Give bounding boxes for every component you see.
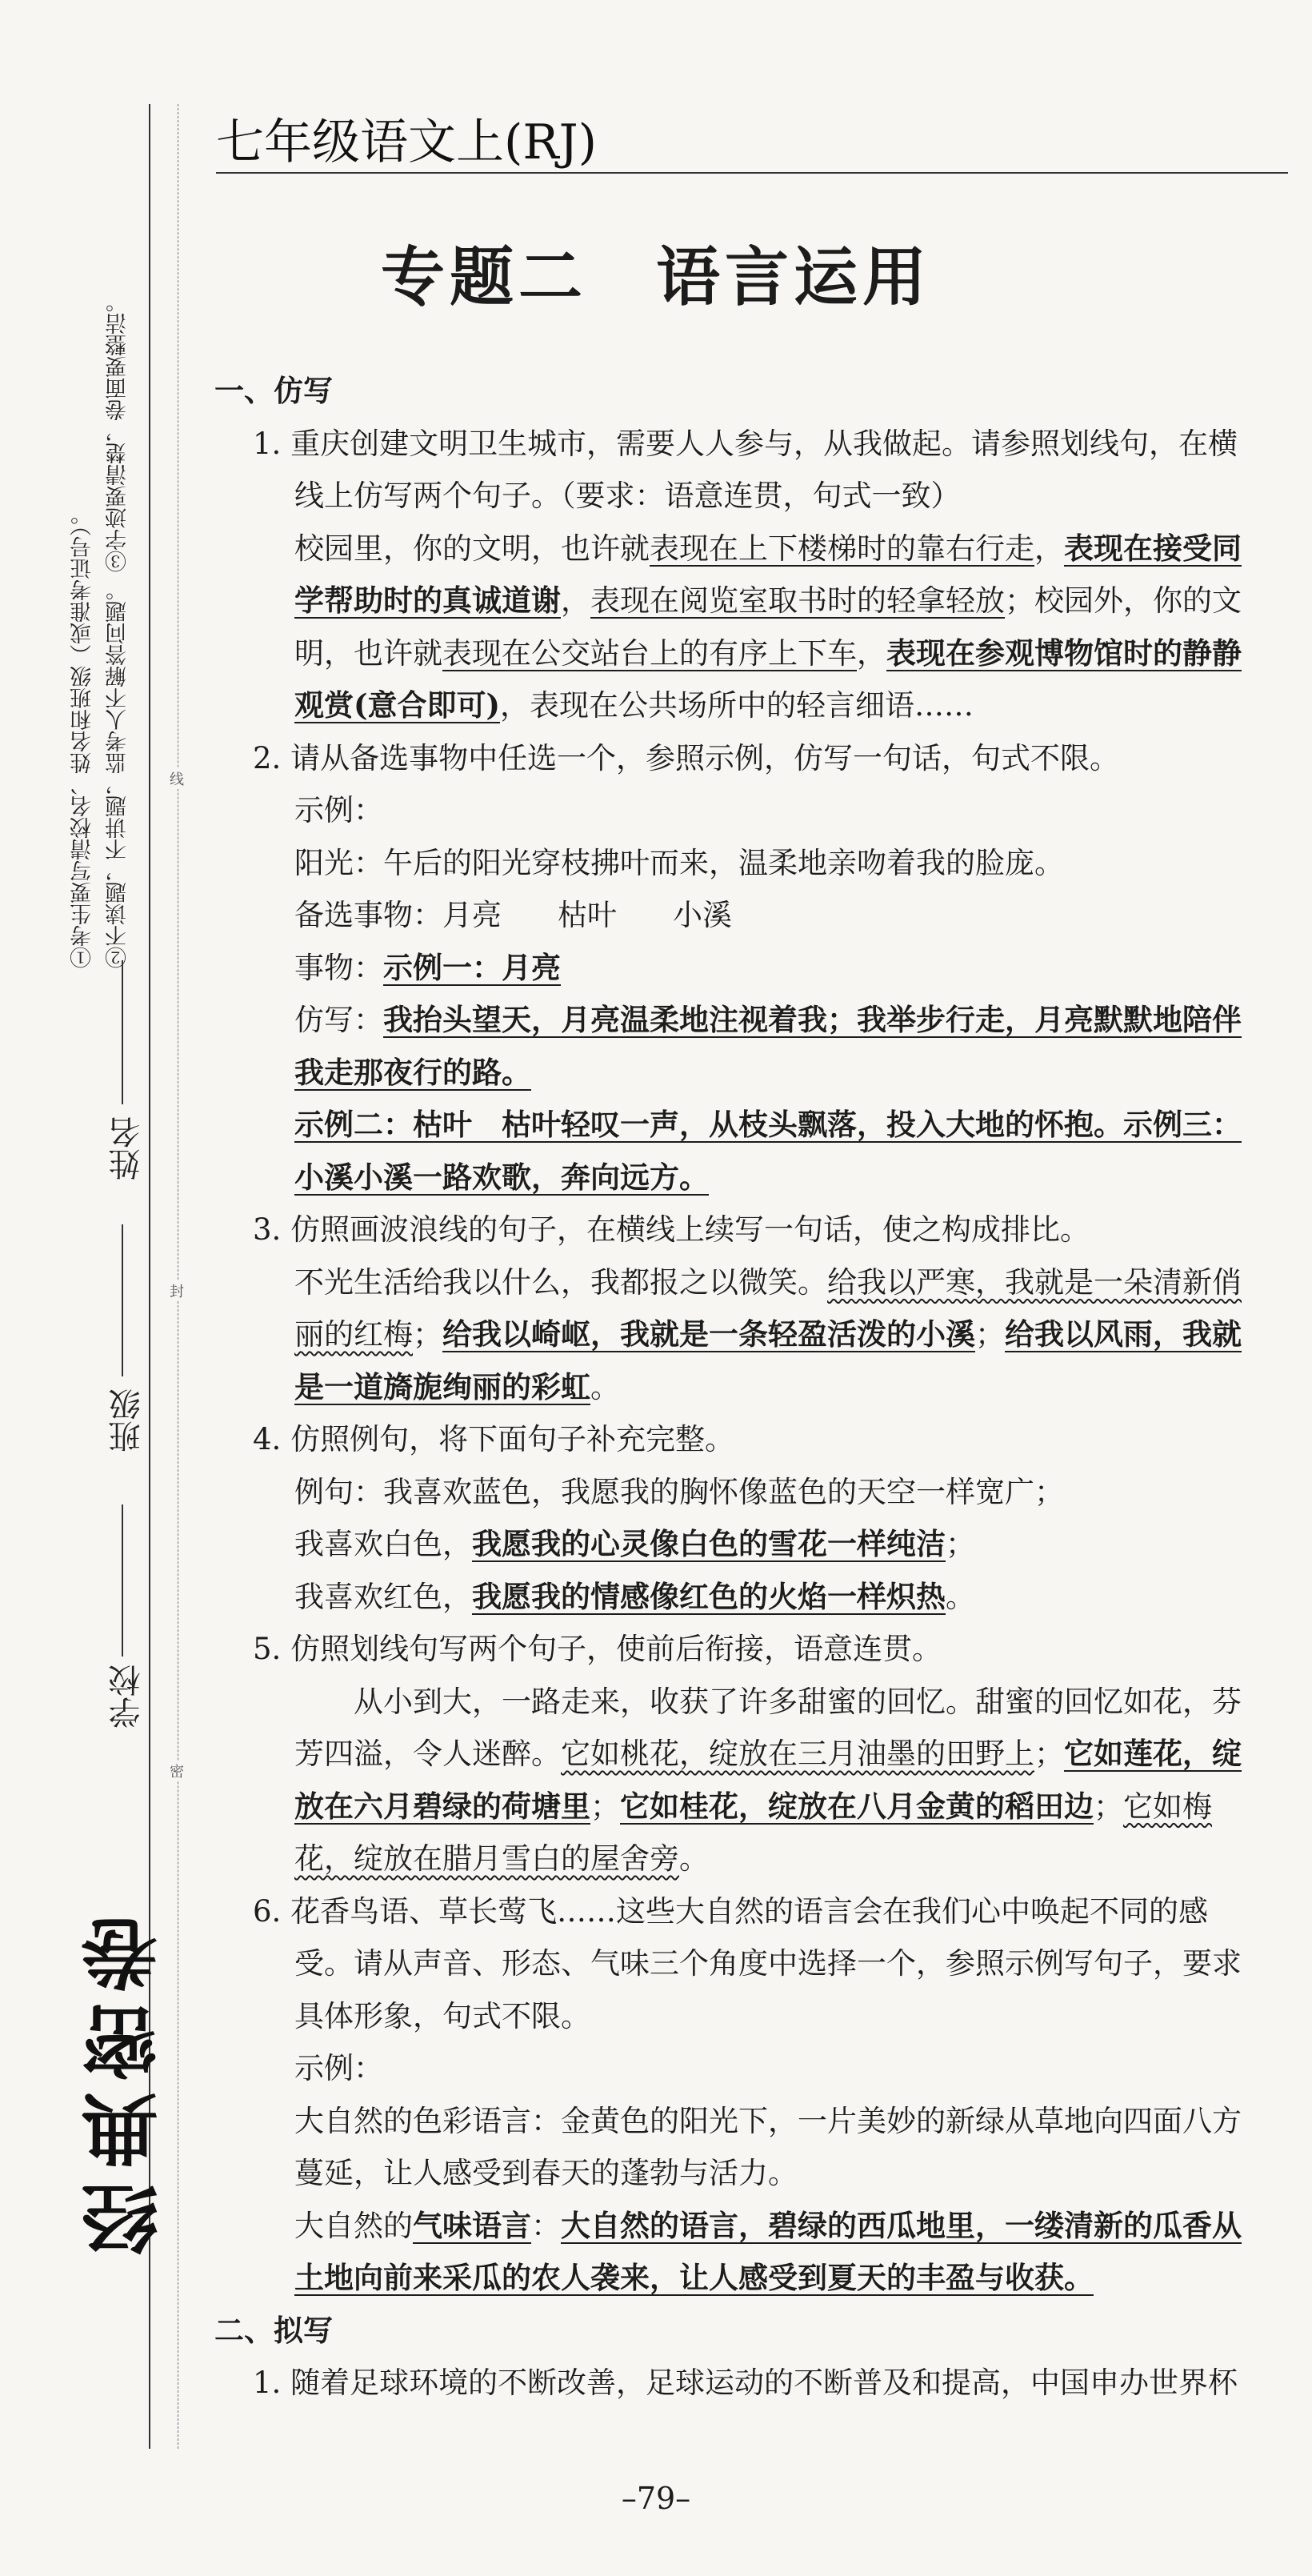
section-title-imitate: 一、仿写 <box>214 373 333 408</box>
q1-answer-2: 表现在参观博物馆时的静静观赏(意合即可) <box>294 635 1242 723</box>
q2-more-answers <box>214 1099 1262 1204</box>
q6-colon: ： <box>531 2208 561 2243</box>
q5-answer-2: 它如桂花，绽放在八月金黄的稻田边 <box>620 1788 1094 1824</box>
q3-text: 不光生活给我以什么，我都报之以微笑。 <box>294 1264 827 1300</box>
q1-stem-b: 线上仿写两个句子。（要求：语意连贯，句式一致） <box>294 479 961 513</box>
q2-example: 阳光：午后的阳光穿枝拂叶而来，温柔地亲吻着我的脸庞。 <box>294 845 1064 880</box>
question-4: 4. 仿照例句，将下面句子补充完整。 <box>253 1422 735 1456</box>
cut-mark-close: 密 <box>170 1761 184 1781</box>
q1-text: 校园里，你的文明，也许就 <box>294 531 650 566</box>
content <box>214 365 1262 2410</box>
q5-passage <box>214 1676 1262 1885</box>
q1-text: ， <box>1034 531 1064 566</box>
q4-line-1 <box>214 1518 1262 1571</box>
question-1 <box>214 418 1262 523</box>
q3-passage <box>214 1256 1262 1414</box>
q5-text: ； <box>590 1789 620 1824</box>
question-3: 3. 仿照画波浪线的句子，在横线上续写一句话，使之构成排比。 <box>253 1212 1090 1247</box>
q6-sentence-answer: 大自然的语言，碧绿的西瓜地里，一缕清新的瓜香从土地向前来采瓜的农人袭来，让人感受到夏天的丰盈与收获。 <box>294 2207 1242 2295</box>
q5-text: 。 <box>679 1841 709 1876</box>
q3-answer-1: 给我以崎岖，我就是一条轻盈活泼的小溪 <box>442 1316 975 1352</box>
q2-imitate-answer: 我抬头望天，月亮温柔地注视着我；我举步行走，月亮默默地陪伴我走那夜行的路。 <box>294 1002 1242 1090</box>
q6-answer <box>214 2200 1262 2305</box>
field-label-class: 班级 <box>109 1388 146 1452</box>
notice-line-2: ②不读题，不讲题，监考人不解答问题。 <box>106 579 130 968</box>
q4-example: 例句：我喜欢蓝色，我愿我的胸怀像蓝色的天空一样宽广； <box>294 1474 1064 1509</box>
header-rule <box>216 172 1288 174</box>
cut-mark-seal: 封 <box>170 1280 184 1301</box>
q2-option-3: 小溪 <box>673 898 732 932</box>
q6-prefix: 大自然的 <box>294 2208 413 2243</box>
q1-underlined-model: 表现在上下楼梯时的靠右行走 <box>650 531 1034 566</box>
q4-answer-2: 我愿我的情感像红色的火焰一样炽热 <box>472 1578 946 1614</box>
topic-title: 专题二 语言运用 <box>381 239 931 314</box>
q2-answer-examples: 示例二：枯叶 枯叶轻叹一声，从枝头飘落，投入大地的怀抱。示例三：小溪小溪一路欢歌，奔向远方。 <box>294 1107 1242 1195</box>
q1-underlined-model: 表现在公交站台上的有序上下车 <box>442 635 857 671</box>
section-title-draft: 二、拟写 <box>214 2312 333 2348</box>
q4-prompt-2: 我喜欢红色， <box>294 1579 472 1614</box>
q6-example: 大自然的色彩语言：金黄色的阳光下，一片美妙的新绿从草地向四面八方蔓延，让人感受到春天的蓬勃与活力。 <box>294 2103 1242 2190</box>
q2-example-label: 示例： <box>294 793 383 827</box>
q3-text: ； <box>975 1317 1005 1352</box>
q3-text: 。 <box>590 1369 620 1404</box>
q1-text: ， <box>857 635 886 671</box>
q4-prompt-1: 我喜欢白色， <box>294 1527 472 1561</box>
question-6: 6. 花香鸟语、草长莺飞……这些大自然的语言会在我们心中唤起不同的感受。请从声音、形态、气味三个角度中选择一个，参照示例写句子，要求具体形象，句式不限。 <box>253 1893 1242 2033</box>
q2-imitate-label: 仿写： <box>294 1003 383 1037</box>
q1-text: ， <box>561 583 590 618</box>
q5-text: ； <box>1034 1737 1064 1771</box>
q3-answer-2: 给我以风雨，我就是一道旖旎绚丽的彩虹 <box>294 1316 1242 1404</box>
question-2: 2. 请从备选事物中任选一个，参照示例，仿写一句话，句式不限。 <box>253 740 1120 775</box>
q3-wavy-model: 给我以严寒，我就是一朵清新俏丽的红梅 <box>294 1264 1242 1352</box>
q1-stem-a: 1. 重庆创建文明卫生城市，需要人人参与，从我做起。请参照划线句，在横 <box>253 426 1238 461</box>
book-title: 七年级语文上(RJ) <box>216 114 598 170</box>
question-5: 5. 仿照划线句写两个句子，使前后衔接，语意连贯。 <box>253 1632 942 1666</box>
q2-thing-label: 事物： <box>294 950 383 985</box>
q4-line-2 <box>214 1571 1262 1624</box>
q1-text: ，表现在公共场所中的轻言细语…… <box>500 688 974 723</box>
q2-thing <box>214 942 1262 995</box>
q6-angle-answer: 气味语言 <box>413 2207 531 2243</box>
q5-text: ； <box>1094 1789 1123 1824</box>
school-blank[interactable] <box>122 1504 123 1657</box>
q1-passage <box>214 523 1262 732</box>
name-blank[interactable] <box>122 960 123 1104</box>
q2-option-2: 枯叶 <box>558 898 617 932</box>
field-label-school: 学校 <box>109 1665 146 1729</box>
q5-answer-1: 它如莲花，绽放在六月碧绿的荷塘里 <box>294 1736 1242 1824</box>
page-number: –79– <box>621 2481 691 2516</box>
q2-thing-answer: 示例一：月亮 <box>383 949 561 985</box>
field-label-name: 姓名 <box>109 1116 146 1180</box>
class-blank[interactable] <box>122 1224 123 1376</box>
q4-punct: ； <box>946 1527 975 1561</box>
q2-options <box>214 889 1262 942</box>
q2-option-1: 备选事物：月亮 <box>294 898 502 932</box>
section2-question-1: 1. 随着足球环境的不断改善，足球运动的不断普及和提高，中国申办世界杯 <box>253 2366 1238 2400</box>
q5-text: 从小到大，一路走来，收获了许多甜蜜的回忆。甜蜜的回忆如花，芬芳四溢，令人迷醉。 <box>294 1684 1242 1771</box>
q5-wavy-model: 它如梅花，绽放在腊月雪白的屋舍旁 <box>294 1789 1212 1876</box>
q3-text: ； <box>413 1317 442 1352</box>
q1-answer-1: 表现在接受同学帮助时的真诚道谢 <box>294 530 1242 618</box>
q1-underlined-model: 表现在阅览室取书时的轻拿轻放 <box>590 583 1005 618</box>
notice-line-3: ③字迹要清楚，卷面要整洁。 <box>106 291 130 573</box>
q4-punct: 。 <box>946 1579 975 1614</box>
q2-imitate <box>214 994 1262 1099</box>
cut-mark-line: 线 <box>170 768 184 789</box>
q6-example-label: 示例： <box>294 2051 383 2085</box>
q5-wavy-model: 它如桃花，绽放在三月油墨的田野上 <box>561 1737 1034 1771</box>
notice-line-1: ①考生要写清校名、姓名和班级（或准考证号）。 <box>70 503 95 968</box>
brand-logo-text: 经典密卷 <box>80 1905 170 2257</box>
q4-answer-1: 我愿我的心灵像白色的雪花一样纯洁 <box>472 1526 946 1561</box>
q1-text: ；校园外，你的文明，也许就 <box>294 583 1242 671</box>
